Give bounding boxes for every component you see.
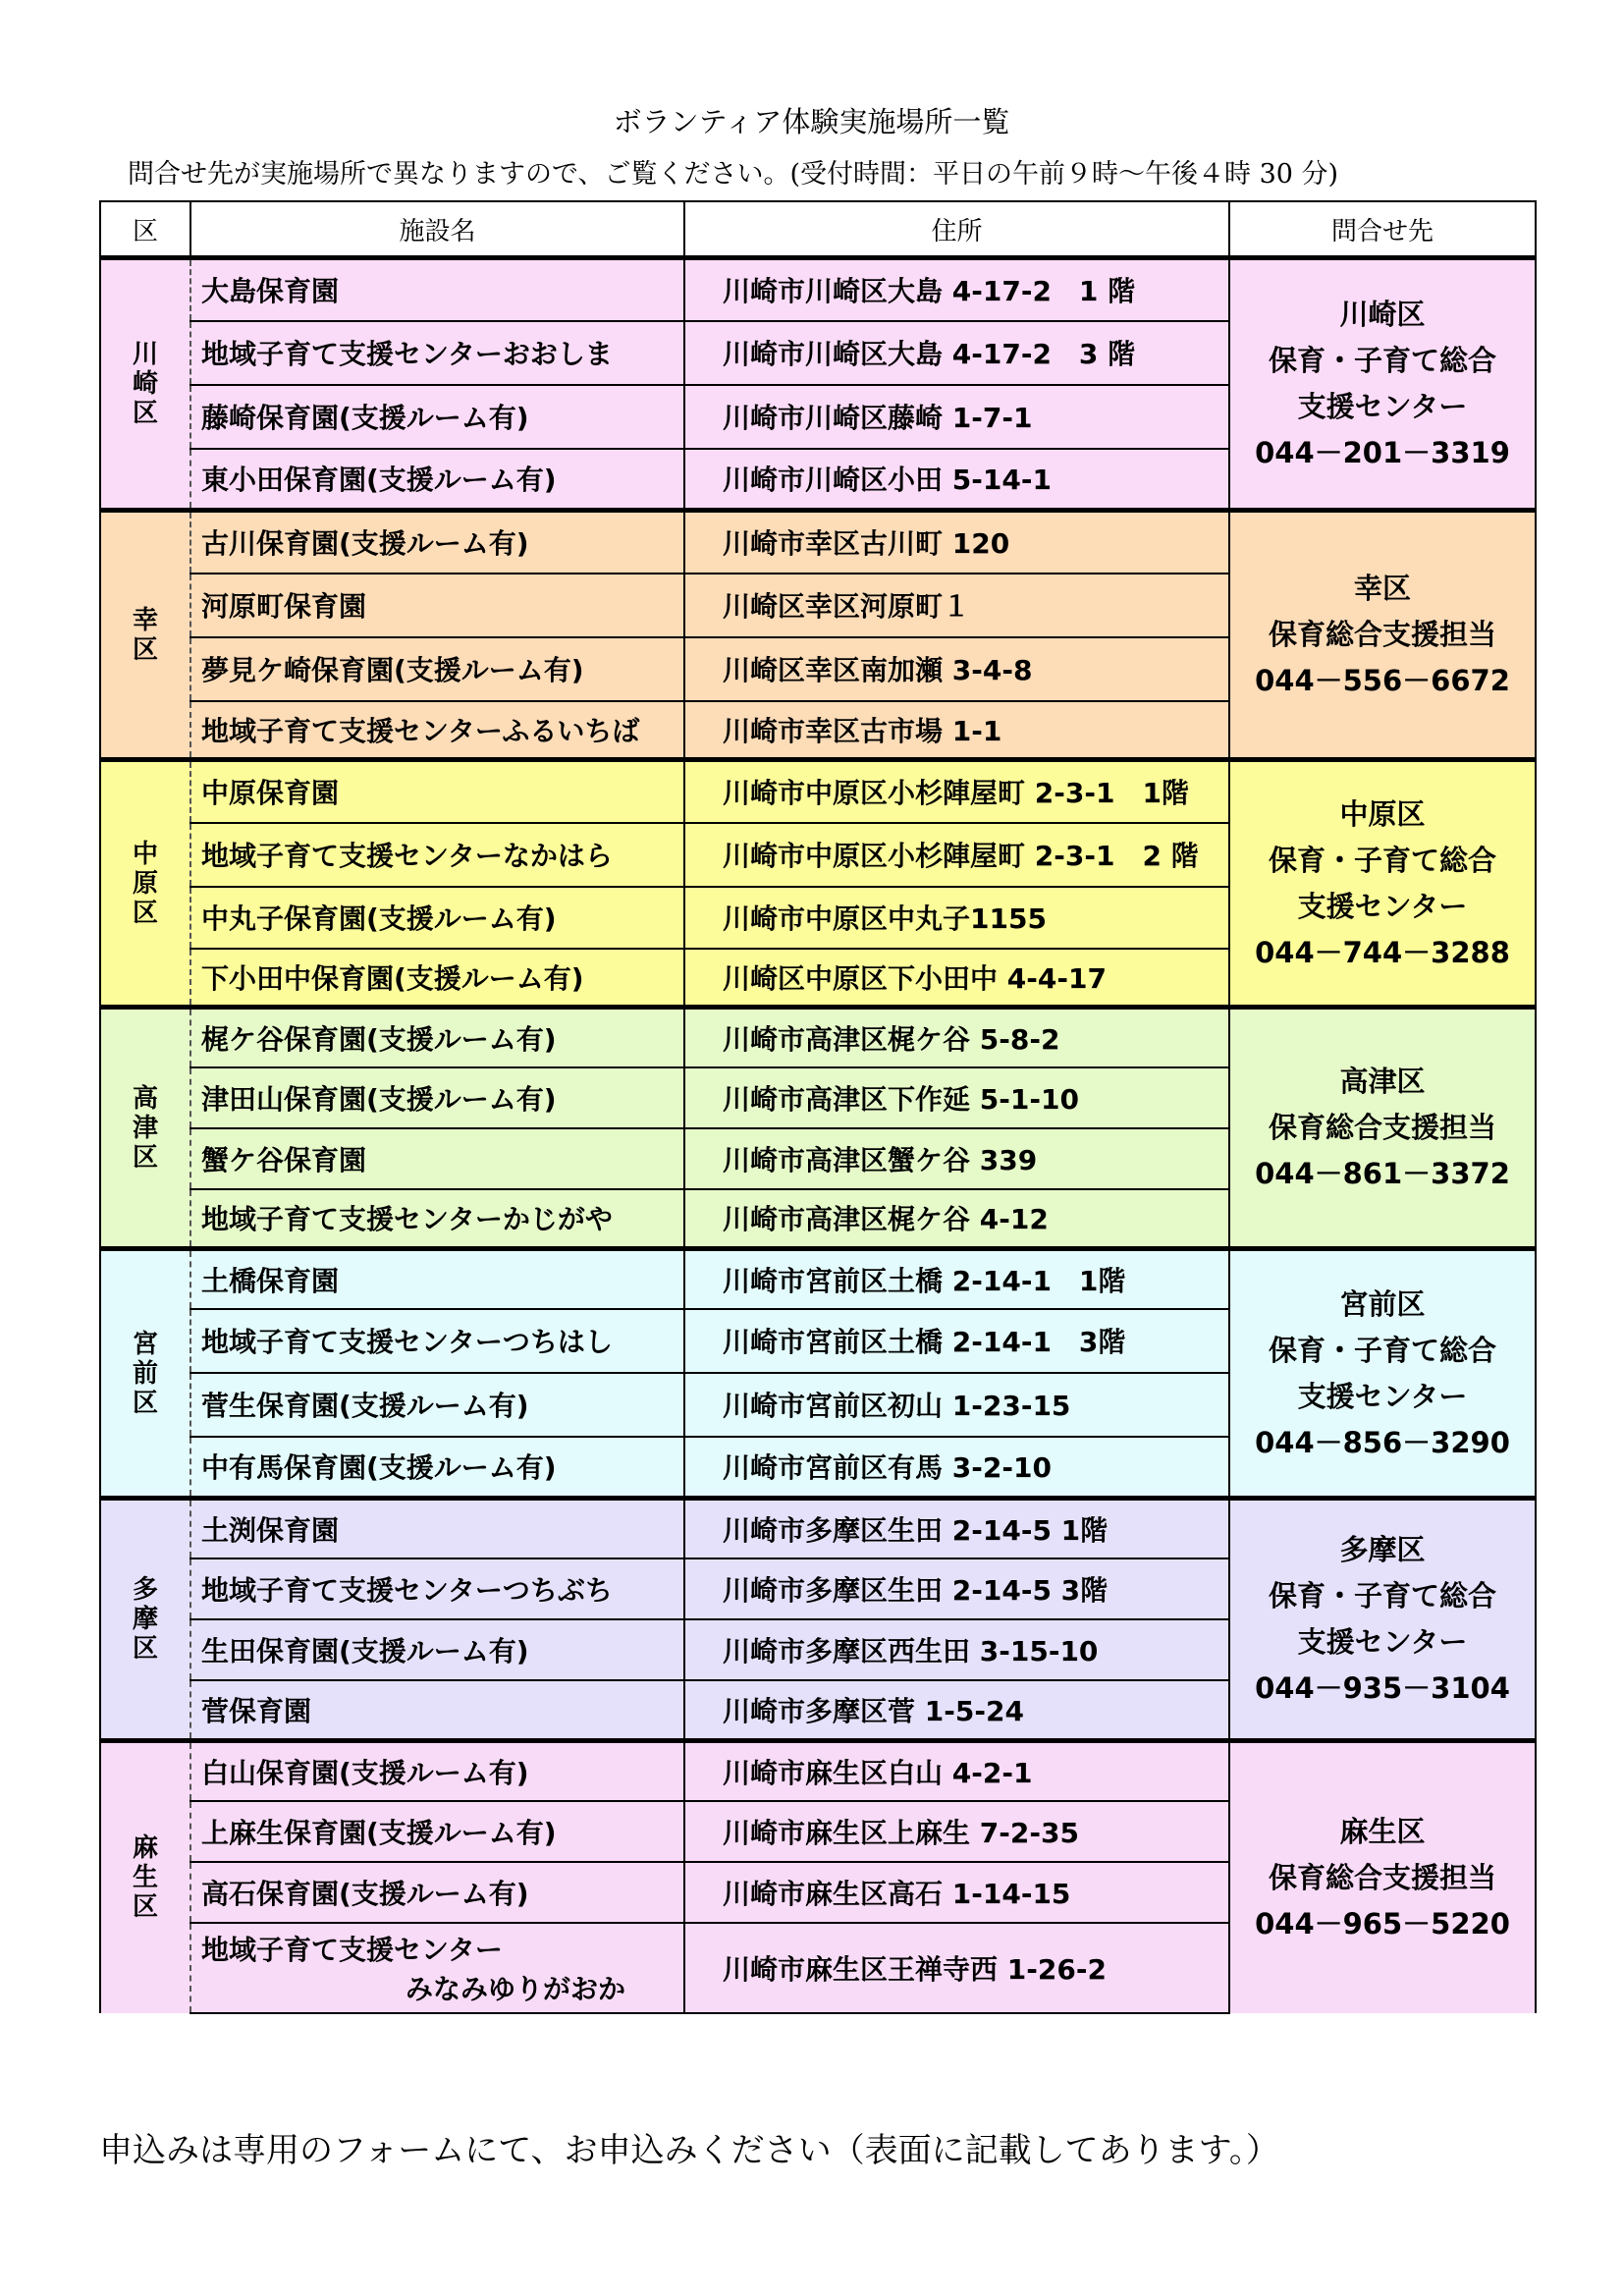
facility-name: 藤崎保育園(支援ルーム有) (201, 402, 529, 434)
facility-name: 中有馬保育園(支援ルーム有) (201, 1451, 557, 1485)
header-contact: 問合せ先 (1229, 201, 1536, 258)
header-ward: 区 (100, 201, 190, 258)
address-cell (684, 321, 1229, 385)
address-cell (684, 1189, 1229, 1249)
address-cell (684, 760, 1229, 823)
contact-cell (1229, 1249, 1536, 1499)
table-row (100, 511, 1536, 574)
facility-address: 川崎市高津区蟹ケ谷 339 (723, 1143, 1038, 1176)
facility-name: 菅保育園 (201, 1694, 312, 1727)
facility-name: 中原保育園 (201, 777, 340, 810)
facility-name-cell (190, 1309, 684, 1373)
facility-address: 川崎市高津区下作延 5-1-10 (723, 1082, 1079, 1116)
facility-name: 地域子育て支援センターかじがや (201, 1203, 613, 1236)
facility-name: 菅生保育園(支援ルーム有) (201, 1390, 529, 1422)
facility-address: 川崎区幸区南加瀬 3-4-8 (723, 654, 1033, 686)
table-row (100, 258, 1536, 321)
facility-name-cell (190, 1437, 684, 1499)
address-cell (684, 511, 1229, 574)
address-cell (684, 1862, 1229, 1923)
facility-name: 蟹ケ谷保育園 (201, 1143, 367, 1176)
facility-name-cell (190, 449, 684, 511)
facility-name: 上麻生保育園(支援ルーム有) (201, 1816, 557, 1849)
facility-address: 川崎区中原区下小田中 4-4-17 (723, 961, 1107, 995)
facility-address: 川崎市幸区古市場 1-1 (723, 714, 1002, 747)
facility-address: 川崎市中原区小杉陣屋町 2-3-1 2 階 (723, 840, 1199, 872)
contact-phone: 044－201－3319 (1255, 436, 1510, 469)
facility-name-cell (190, 1128, 684, 1189)
contact-office-line: 高津区 (1339, 1065, 1426, 1098)
facility-name: 土橋保育園 (201, 1264, 340, 1297)
facility-name-cell (190, 1189, 684, 1249)
contact-office-line: 保育・子育て総合 (1268, 344, 1496, 377)
facility-address: 川崎市宮前区初山 1-23-15 (723, 1390, 1071, 1422)
ward-name: 宮前区 (132, 1329, 158, 1418)
address-cell (684, 1128, 1229, 1189)
table-row (100, 1499, 1536, 1558)
facility-name: 地域子育て支援センターおおしま (201, 338, 613, 370)
address-cell (684, 949, 1229, 1008)
facility-address: 川崎市高津区梶ケ谷 5-8-2 (723, 1022, 1060, 1056)
facility-name: 下小田中保育園(支援ルーム有) (201, 961, 584, 995)
address-cell (684, 887, 1229, 949)
facility-address: 川崎市多摩区菅 1-5-24 (723, 1694, 1024, 1727)
ward-cell (100, 511, 190, 760)
address-cell (684, 1558, 1229, 1619)
facility-name: 河原町保育園 (201, 590, 367, 623)
ward-name: 中原区 (132, 839, 158, 928)
facility-name: 白山保育園(支援ルーム有) (201, 1756, 529, 1789)
facility-name-cell (190, 1801, 684, 1862)
header-address: 住所 (684, 201, 1229, 258)
address-cell (684, 1249, 1229, 1309)
facility-name-line2: みなみゆりがおか (406, 1972, 626, 2005)
contact-cell (1229, 760, 1536, 1008)
facility-address: 川崎市多摩区生田 2-14-5 1階 (723, 1513, 1109, 1547)
contact-office-line: 保育総合支援担当 (1268, 618, 1496, 651)
table-row (100, 1249, 1536, 1309)
contact-office-line: 支援センター (1297, 390, 1468, 423)
contact-office-line: 宮前区 (1339, 1286, 1426, 1321)
facility-name: 中丸子保育園(支援ルーム有) (201, 902, 557, 935)
address-cell (684, 823, 1229, 887)
facility-name: 夢見ケ崎保育園(支援ルーム有) (201, 654, 584, 686)
facility-address: 川崎市中原区中丸子1155 (723, 902, 1047, 935)
facility-name-cell (190, 701, 684, 760)
facility-address: 川崎市川崎区藤崎 1-7-1 (723, 402, 1033, 434)
address-cell (684, 1680, 1229, 1741)
contact-cell (1229, 511, 1536, 760)
address-cell (684, 258, 1229, 321)
facility-name-cell (190, 887, 684, 949)
facility-address: 川崎区幸区河原町１ (723, 590, 971, 623)
facility-name-cell (190, 1741, 684, 1801)
ward-name: 麻生区 (132, 1833, 158, 1923)
facility-address: 川崎市川崎区大島 4-17-2 1 階 (723, 275, 1136, 308)
facility-address: 川崎市麻生区上麻生 7-2-35 (723, 1816, 1079, 1849)
facility-name-cell (190, 823, 684, 887)
facility-address: 川崎市多摩区生田 2-14-5 3階 (723, 1573, 1109, 1607)
address-cell (684, 637, 1229, 701)
ward-cell (100, 1741, 190, 2013)
address-cell (684, 385, 1229, 449)
facility-address: 川崎市麻生区白山 4-2-1 (723, 1756, 1033, 1789)
contact-phone: 044－556－6672 (1255, 664, 1510, 697)
facility-name: 梶ケ谷保育園(支援ルーム有) (201, 1022, 557, 1056)
ward-cell (100, 1249, 190, 1499)
contact-cell (1229, 1741, 1536, 2013)
facility-name: 大島保育園 (201, 275, 340, 308)
ward-name: 高津区 (132, 1083, 158, 1173)
contact-phone: 044－935－3104 (1255, 1671, 1510, 1705)
address-cell (684, 1619, 1229, 1680)
address-cell (684, 1499, 1229, 1558)
facility-address: 川崎市中原区小杉陣屋町 2-3-1 1階 (723, 777, 1189, 810)
facility-address: 川崎市麻生区高石 1-14-15 (723, 1877, 1071, 1910)
facility-name-cell (190, 1619, 684, 1680)
facility-name: 地域子育て支援センターつちぶち (201, 1573, 613, 1607)
facility-name: 古川保育園(支援ルーム有) (201, 527, 529, 561)
table-row (100, 760, 1536, 823)
contact-office-line: 支援センター (1297, 889, 1468, 923)
address-cell (684, 574, 1229, 637)
ward-cell (100, 258, 190, 511)
footer-note: 申込みは専用のフォームにて、お申込みください（表面に記載してあります。） (99, 2131, 1279, 2170)
contact-cell (1229, 258, 1536, 511)
facility-name-cell (190, 258, 684, 321)
contact-office-line: 保育・子育て総合 (1268, 1579, 1496, 1613)
contact-phone: 044－856－3290 (1255, 1425, 1510, 1459)
table-row (100, 1741, 1536, 1801)
address-cell (684, 1801, 1229, 1862)
facility-address: 川崎市高津区梶ケ谷 4-12 (723, 1203, 1049, 1236)
table-header-row (100, 201, 1536, 258)
facility-name-cell (190, 1862, 684, 1923)
address-cell (684, 1923, 1229, 2013)
facility-name-cell (190, 1373, 684, 1437)
facility-address: 川崎市宮前区有馬 3-2-10 (723, 1451, 1052, 1485)
facility-name-cell (190, 1067, 684, 1128)
contact-phone: 044－965－5220 (1255, 1906, 1510, 1941)
contact-office-line: 支援センター (1297, 1379, 1468, 1413)
address-cell (684, 1741, 1229, 1801)
address-cell (684, 1437, 1229, 1499)
address-cell (684, 1008, 1229, 1067)
contact-cell (1229, 1008, 1536, 1249)
facility-name-cell (190, 321, 684, 385)
facility-address: 川崎市川崎区小田 5-14-1 (723, 464, 1052, 497)
facility-address: 川崎市麻生区王禅寺西 1-26-2 (723, 1952, 1107, 1986)
facility-name: 生田保育園(支援ルーム有) (201, 1634, 529, 1667)
facility-name-cell (190, 1680, 684, 1741)
facility-address: 川崎市宮前区土橋 2-14-1 3階 (723, 1326, 1126, 1358)
facility-name: 地域子育て支援センター (201, 1933, 503, 1966)
facility-name-cell (190, 637, 684, 701)
header-facility: 施設名 (190, 201, 684, 258)
ward-name: 川崎区 (132, 340, 158, 428)
facility-name: 地域子育て支援センターなかはら (201, 840, 613, 872)
facility-name-cell (190, 1249, 684, 1309)
facility-name-cell (190, 1008, 684, 1067)
address-cell (684, 1067, 1229, 1128)
address-cell (684, 449, 1229, 511)
facility-name-cell (190, 1499, 684, 1558)
contact-office-line: 保育・子育て総合 (1268, 1333, 1496, 1367)
contact-office-line: 幸区 (1353, 572, 1411, 605)
venue-table (99, 200, 1537, 2014)
contact-office-line: 多摩区 (1339, 1533, 1426, 1566)
contact-office-line: 保育・子育て総合 (1268, 843, 1496, 877)
contact-office-line: 保育総合支援担当 (1268, 1860, 1496, 1894)
facility-name: 東小田保育園(支援ルーム有) (201, 464, 557, 497)
document-title: ボランティア体験実施場所一覧 (613, 105, 1010, 138)
contact-office-line: 麻生区 (1339, 1814, 1426, 1848)
contact-office-line: 中原区 (1339, 796, 1426, 831)
ward-name: 多摩区 (132, 1575, 158, 1664)
contact-office-line: 保育総合支援担当 (1268, 1111, 1496, 1144)
address-cell (684, 701, 1229, 760)
facility-name-cell (190, 760, 684, 823)
contact-cell (1229, 1499, 1536, 1741)
facility-address: 川崎市川崎区大島 4-17-2 3 階 (723, 338, 1136, 370)
address-cell (684, 1309, 1229, 1373)
facility-name-cell (190, 511, 684, 574)
contact-phone: 044－861－3372 (1255, 1157, 1510, 1190)
contact-office-line: 川崎区 (1339, 298, 1426, 331)
facility-address: 川崎市多摩区西生田 3-15-10 (723, 1634, 1099, 1667)
document-subtitle: 問合せ先が実施場所で異なりますので、ご覧ください。(受付時間：平日の午前９時～午後４時 30 分) (128, 159, 1339, 190)
address-cell (684, 1373, 1229, 1437)
facility-address: 川崎市幸区古川町 120 (723, 527, 1010, 561)
facility-name: 土渕保育園 (201, 1513, 340, 1547)
facility-name: 津田山保育園(支援ルーム有) (201, 1082, 557, 1116)
facility-name-cell (190, 1923, 684, 2013)
contact-phone: 044－744－3288 (1255, 935, 1510, 969)
table-row (100, 1008, 1536, 1067)
ward-cell (100, 1499, 190, 1741)
ward-name: 幸区 (132, 605, 158, 665)
contact-office-line: 支援センター (1297, 1625, 1468, 1659)
ward-cell (100, 1008, 190, 1249)
facility-address: 川崎市宮前区土橋 2-14-1 1階 (723, 1264, 1126, 1297)
facility-name-cell (190, 385, 684, 449)
facility-name-cell (190, 1558, 684, 1619)
facility-name: 地域子育て支援センターふるいちば (201, 714, 640, 747)
facility-name: 高石保育園(支援ルーム有) (201, 1877, 529, 1910)
facility-name: 地域子育て支援センターつちはし (201, 1326, 613, 1358)
facility-name-cell (190, 574, 684, 637)
facility-name-cell (190, 949, 684, 1008)
ward-cell (100, 760, 190, 1008)
venue-table-body (100, 258, 1536, 2013)
